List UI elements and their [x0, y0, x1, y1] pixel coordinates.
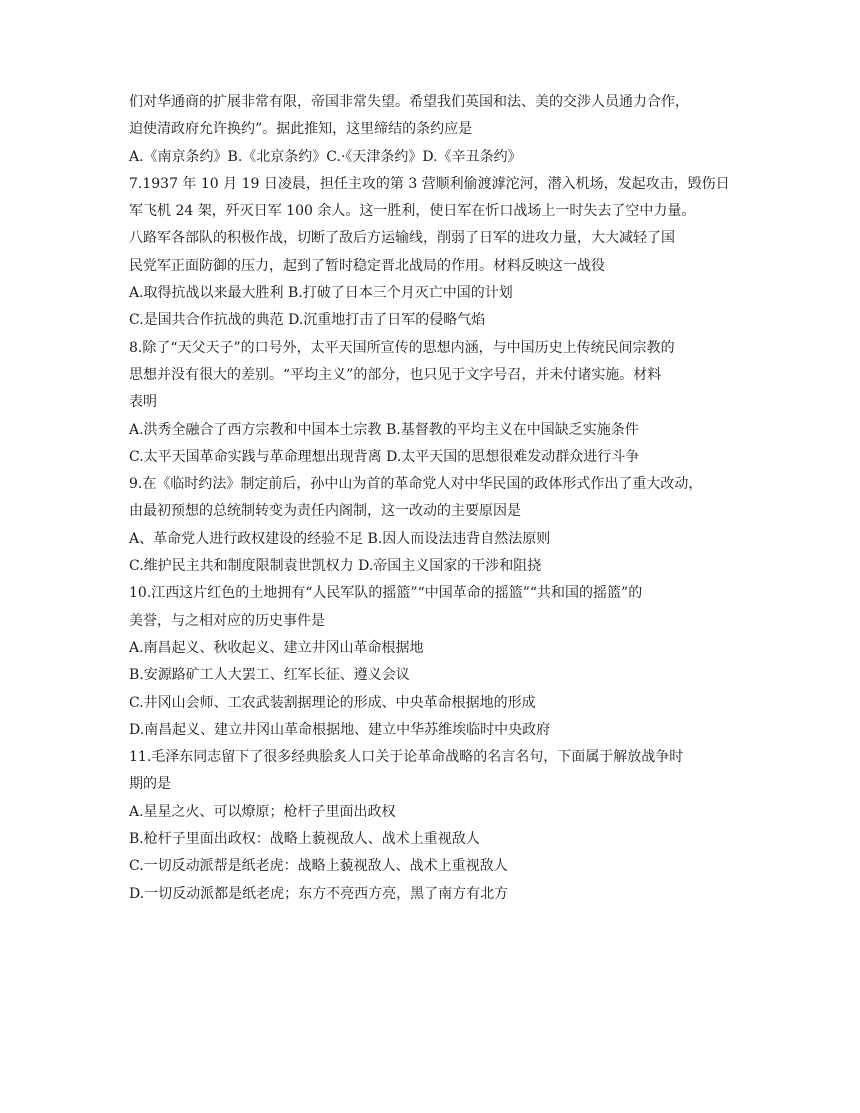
text-line: C.井冈山会师、工农武装割据理论的形成、中央革命根据地的形成 [129, 694, 536, 711]
text-line: 8.除了“天父天子”的口号外，太平天国所宣传的思想内涵，与中国历史上传统民间宗教的 [129, 339, 675, 356]
text-line: 八路军各部队的积极作战，切断了敌后方运输线，削弱了日军的进攻力量，大大减轻了国 [129, 230, 675, 247]
text-line: A.南昌起义、秋收起义、建立井冈山革命根据地 [129, 639, 424, 656]
text-line: B.枪杆子里面出政权：战略上藐视敌人、战术上重视敌人 [129, 831, 480, 848]
text-line: 由最初预想的总统制转变为责任内阁制，这一改动的主要原因是 [129, 503, 521, 520]
text-line: 表明 [129, 394, 157, 411]
text-line: C.太平天国革命实践与革命理想出现背离 D.太平天国的思想很难发动群众进行斗争 [129, 448, 640, 465]
text-line: 们对华通商的扩展非常有限，帝国非常失望。希望我们英国和法、美的交涉人员通力合作， [129, 94, 689, 110]
text-line: 期的是 [129, 776, 171, 793]
document-body [129, 89, 744, 908]
text-line: A.洪秀全融合了西方宗教和中国本土宗教 B.基督教的平均主义在中国缺乏实施条件 [129, 421, 639, 438]
text-line: A.《南京条约》B.《北京条约》C.·《天津条约》D.《辛丑条约》 [129, 148, 522, 165]
text-line: 11.毛泽东同志留下了很多经典脍炙人口关于论革命战略的名言名句，下面属于解放战争时 [129, 749, 684, 766]
text-line: 10.江西这片红色的土地拥有“人民军队的摇篮”“中国革命的摇篮”“共和国的摇篮”的 [129, 585, 643, 602]
text-line: 美誉，与之相对应的历史事件是 [129, 612, 325, 629]
text-line: A.取得抗战以来最大胜利 B.打破了日本三个月灭亡中国的计划 [129, 285, 513, 302]
text-line: 思想并没有很大的差别。“平均主义”的部分，也只见于文字号召，并未付诸实施。材料 [129, 366, 662, 383]
text-line: 迫使清政府允许换约”。据此推知，这里缔结的条约应是 [129, 121, 473, 138]
text-line: C.维护民主共和制度限制袁世凯权力 D.帝国主义国家的干涉和阻挠 [129, 558, 542, 575]
text-line: 民党军正面防御的压力，起到了暂时稳定晋北战局的作用。材料反映这一战役 [129, 257, 605, 274]
text-line: A.星星之火、可以燎原；枪杆子里面出政权 [129, 803, 396, 820]
text-line: B.安源路矿工人大罢工、红军长征、遵义会议 [129, 667, 410, 684]
text-line: 9.在《临时约法》制定前后，孙中山为首的革命党人对中华民国的政体形式作出了重大改动， [129, 476, 703, 493]
text-line: D.一切反动派都是纸老虎；东方不亮西方亮，黑了南方有北方 [129, 885, 509, 902]
text-line: C.一切反动派帮是纸老虎：战略上藐视敌人、战术上重视敌人 [129, 858, 508, 875]
text-line: A、革命党人进行政权建设的经验不足 B.因人而设法违背自然法原则 [129, 530, 551, 547]
text-line: 7.1937 年 10 月 19 日凌晨，担任主攻的第 3 营顺利偷渡滹沱河，潜入机场，发起攻击，毁伤日 [129, 175, 730, 192]
text-line: 军飞机 24 架，歼灭日军 100 余人。这一胜利，使日军在忻口战场上一时失去了空中力量。 [129, 203, 696, 220]
text-line: D.南昌起义、建立井冈山革命根据地、建立中华苏维埃临时中央政府 [129, 721, 551, 738]
text-line: C.是国共合作抗战的典范 D.沉重地打击了日军的侵略气焰 [129, 312, 486, 329]
